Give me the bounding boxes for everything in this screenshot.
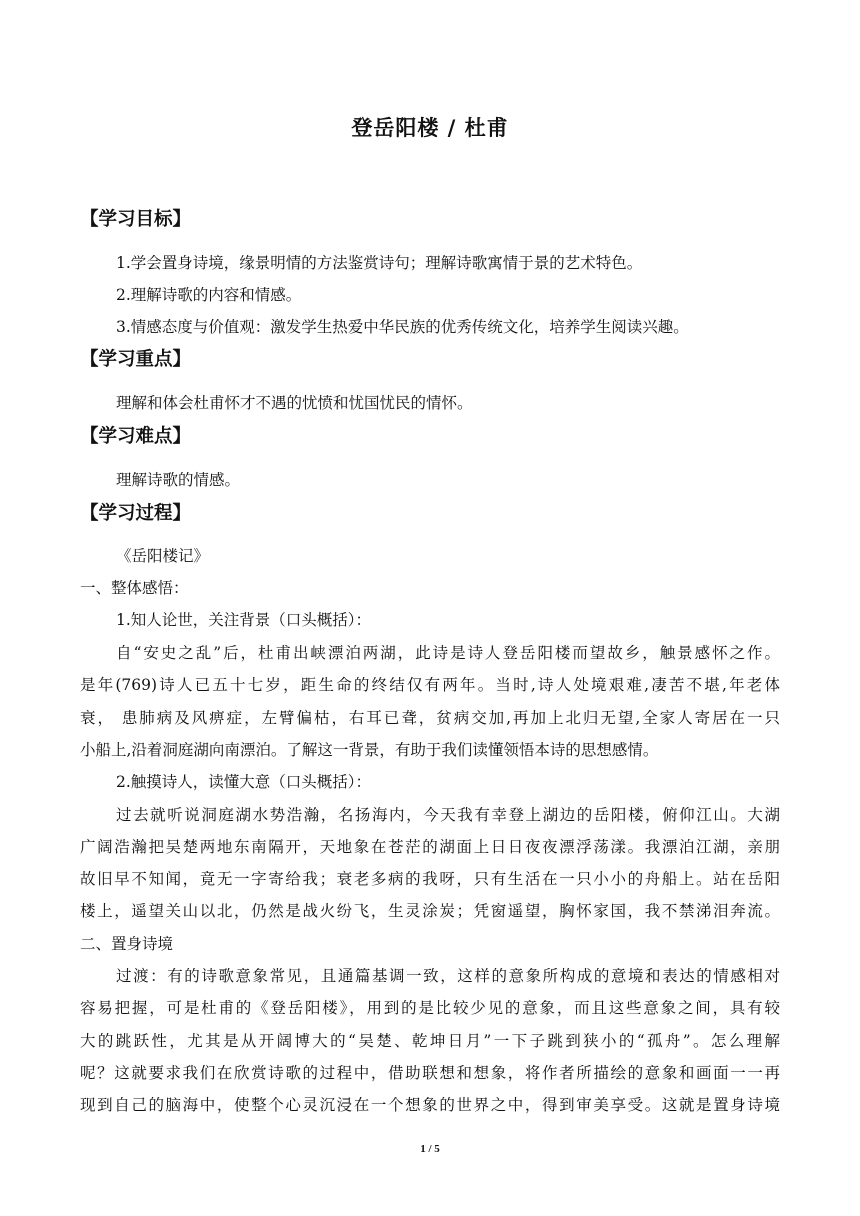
process-line: 《岳阳楼记》 bbox=[116, 547, 210, 565]
heading-difficulties: 【学习难点】 bbox=[80, 426, 192, 447]
process-line: 二、置身诗境 bbox=[80, 935, 174, 953]
goal-item-2: 2.理解诗歌的内容和情感。 bbox=[116, 286, 302, 304]
process-line: 小船上,沿着洞庭湖向南漂泊。了解这一背景，有助于我们读懂领悟本诗的思想感情。 bbox=[80, 741, 659, 759]
process-line: 大的跳跃性，尤其是从开阔博大的“吴楚、乾坤日月”一下子跳到狭小的“孤舟”。怎么理解 bbox=[80, 1032, 780, 1050]
process-line: 1.知人论世，关注背景（口头概括）： bbox=[116, 611, 372, 629]
process-line: 楼上，遥望关山以北，仍然是战火纷飞，生灵涂炭；凭窗遥望，胸怀家国，我不禁涕泪奔流。 bbox=[80, 902, 780, 920]
process-line: 现到自己的脑海中，使整个心灵沉浸在一个想象的世界之中，得到审美享受。这就是置身诗境 bbox=[80, 1096, 780, 1114]
heading-goals: 【学习目标】 bbox=[80, 209, 192, 230]
process-line: 容易把握，可是杜甫的《登岳阳楼》，用到的是比较少见的意象，而且这些意象之间，具有较 bbox=[80, 999, 780, 1017]
page-title: 登岳阳楼 / 杜甫 bbox=[351, 116, 509, 140]
process-line: 过渡：有的诗歌意象常见，且通篇基调一致，这样的意象所构成的意境和表达的情感相对 bbox=[116, 967, 780, 985]
process-line: 呢？这就要求我们在欣赏诗歌的过程中，借助联想和想象，将作者所描绘的意象和画面一一再 bbox=[80, 1064, 780, 1082]
goal-item-3: 3.情感态度与价值观：激发学生热爱中华民族的优秀传统文化，培养学生阅读兴趣。 bbox=[116, 318, 689, 336]
process-line: 过去就听说洞庭湖水势浩瀚，名扬海内，今天我有幸登上湖边的岳阳楼，俯仰江山。大湖 bbox=[116, 806, 780, 824]
key-points-text: 理解和体会杜甫怀才不遇的忧愤和忧国忧民的情怀。 bbox=[116, 394, 473, 412]
process-line: 自“安史之乱”后，杜甫出峡漂泊两湖，此诗是诗人登岳阳楼而望故乡，触景感怀之作。 bbox=[116, 644, 780, 662]
heading-key-points: 【学习重点】 bbox=[80, 349, 192, 370]
difficulties-text: 理解诗歌的情感。 bbox=[116, 471, 241, 489]
goal-item-1: 1.学会置身诗境，缘景明情的方法鉴赏诗句；理解诗歌寓情于景的艺术特色。 bbox=[116, 254, 643, 272]
process-line: 2.触摸诗人，读懂大意（口头概括）： bbox=[116, 773, 372, 791]
process-line: 是年(769)诗人已五十七岁，距生命的终结仅有两年。当时,诗人处境艰难,凄苦不堪,年老体 bbox=[80, 676, 780, 694]
process-line: 衰， 患肺病及风痹症，左臂偏枯，右耳已聋，贫病交加,再加上北归无望,全家人寄居在一只 bbox=[80, 709, 780, 727]
process-line: 广阔浩瀚把吴楚两地东南隔开，天地象在苍茫的湖面上日日夜夜漂浮荡漾。我漂泊江湖，亲朋 bbox=[80, 838, 780, 856]
process-line: 故旧早不知闻，竟无一字寄给我；衰老多病的我呀，只有生活在一只小小的舟船上。站在岳阳 bbox=[80, 870, 780, 888]
page-indicator: 1 / 5 bbox=[420, 1143, 440, 1155]
heading-process: 【学习过程】 bbox=[80, 503, 192, 524]
process-line: 一、整体感悟： bbox=[80, 579, 189, 597]
